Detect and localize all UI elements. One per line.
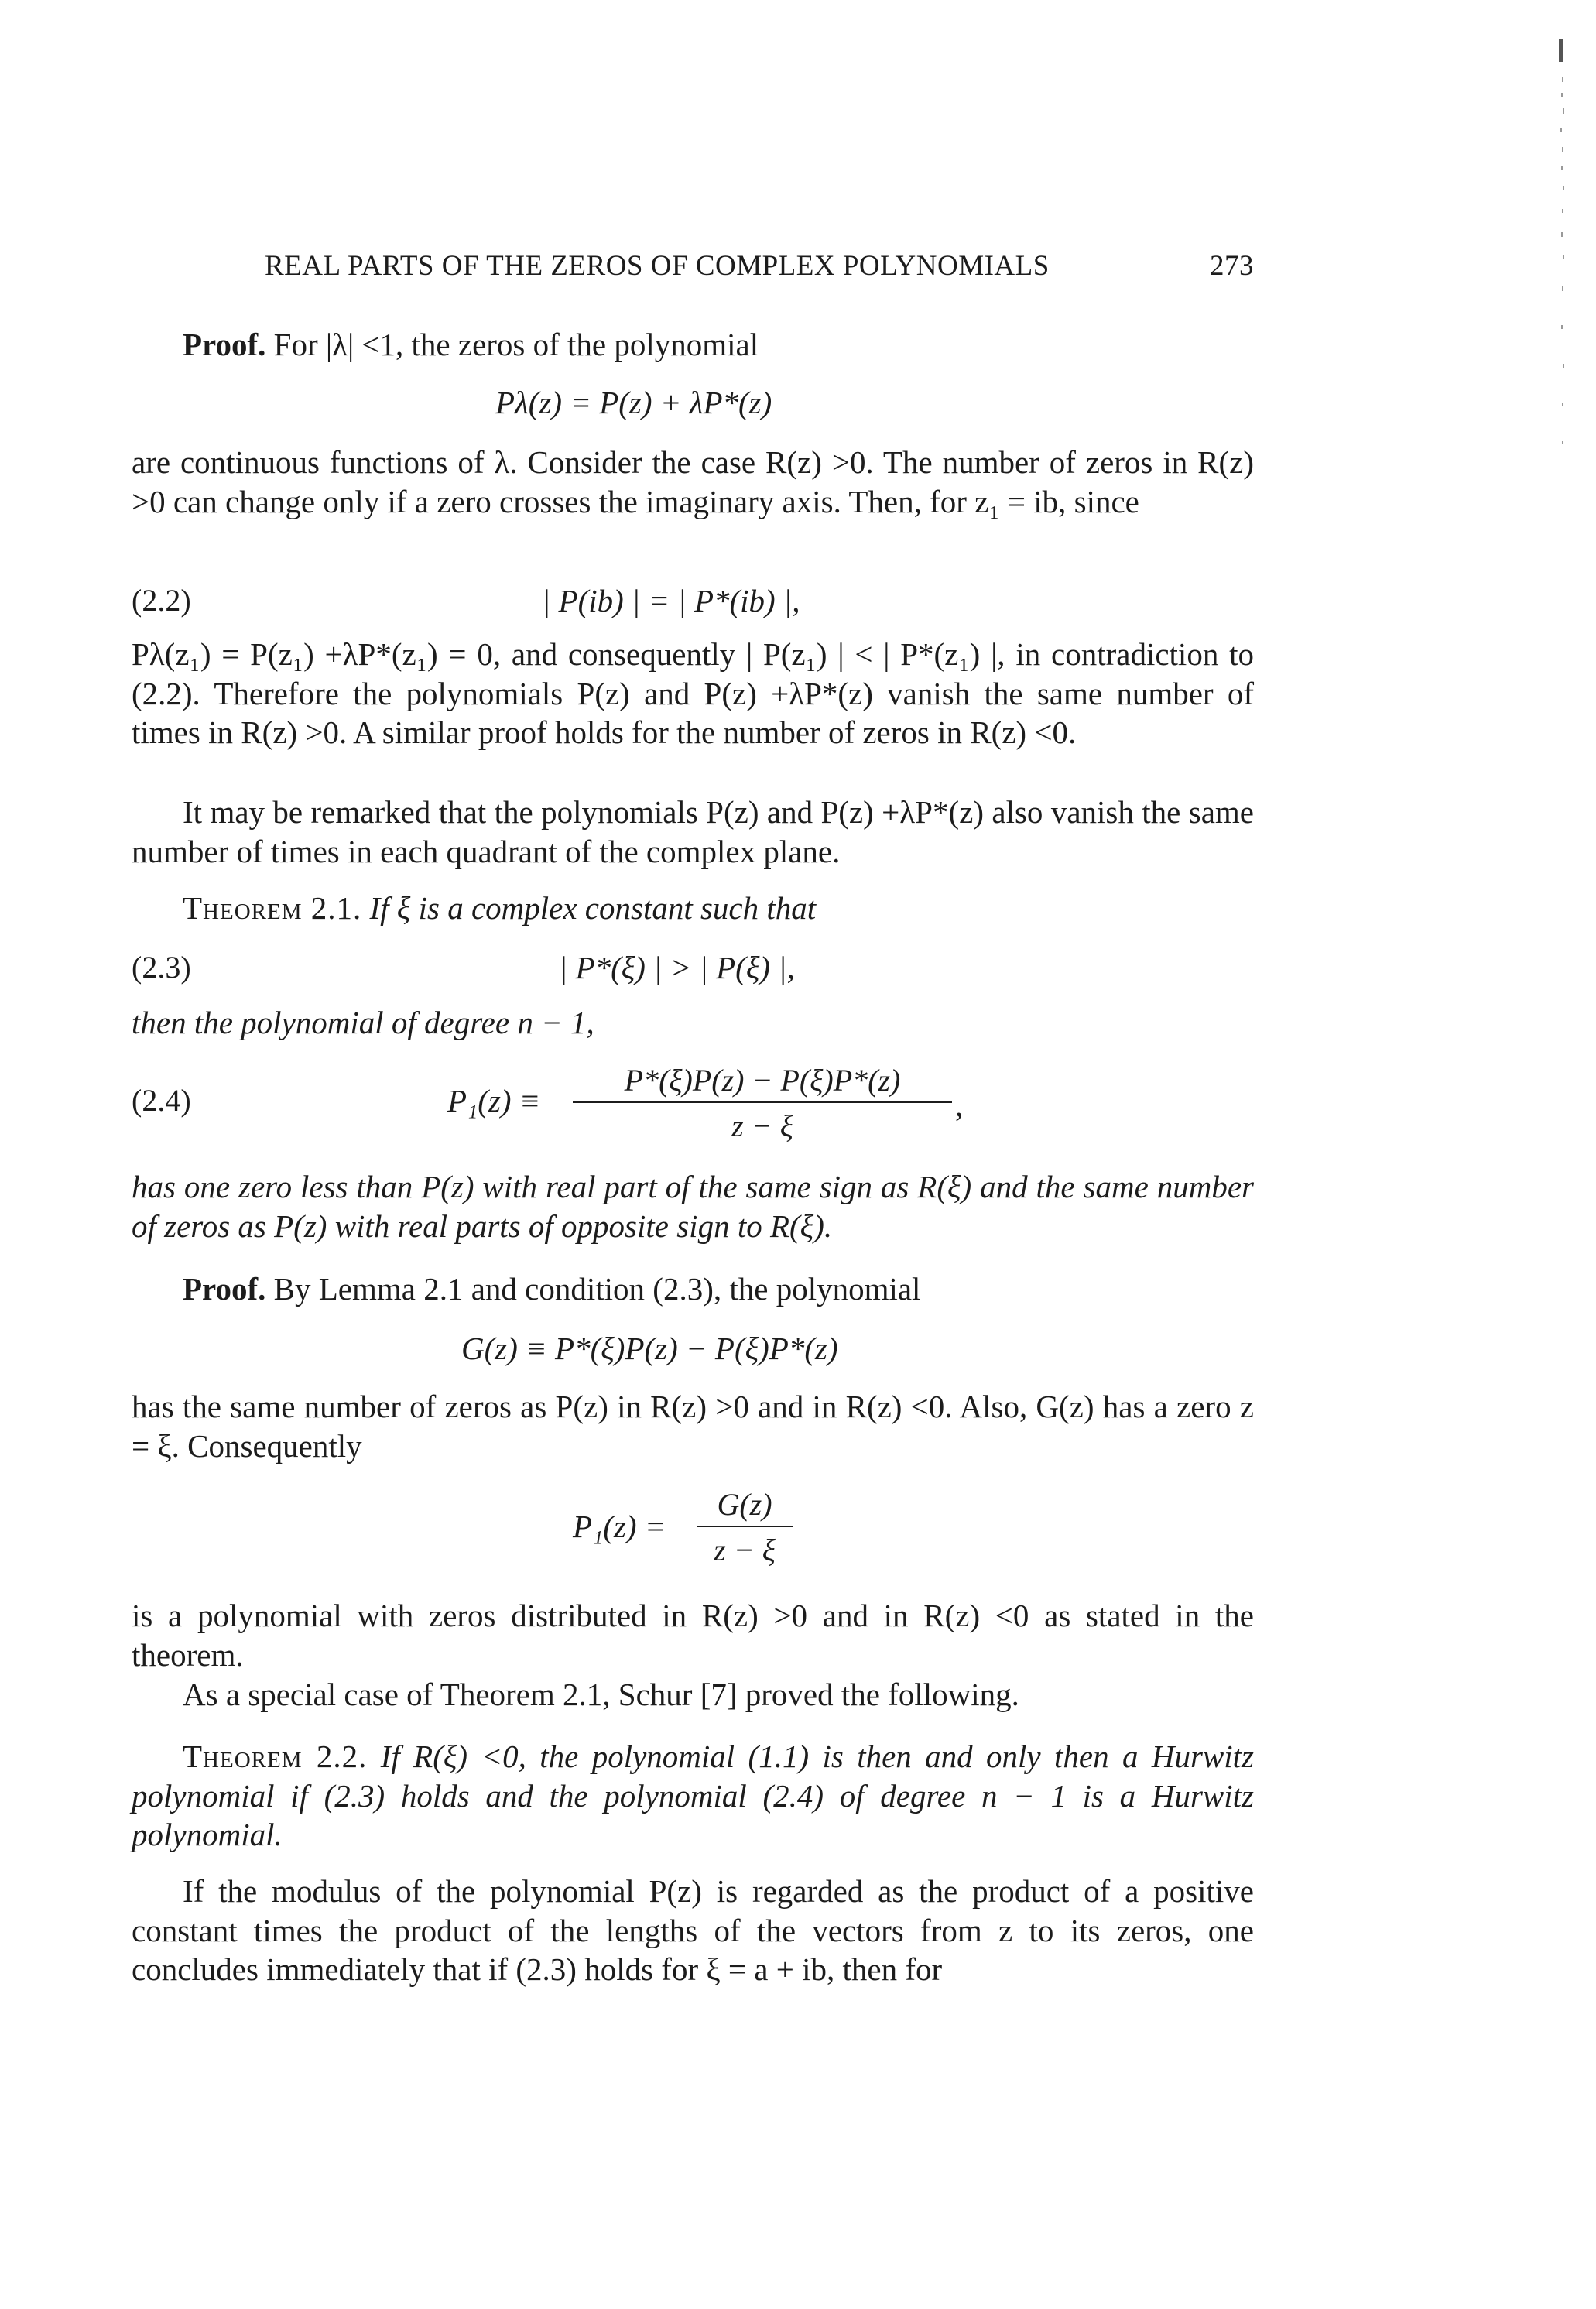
proof2-intro: [132, 1269, 1254, 1309]
equation-2-2-number: (2.2): [132, 583, 191, 618]
theorem-2-1-text: If ξ is a complex constant such that: [369, 890, 817, 926]
equation-2-4-fraction: [573, 1062, 952, 1144]
proof2-paragraph-3: As a special case of Theorem 2.1, Schur [7] proved the following.: [183, 1677, 1019, 1712]
equation-p1-numerator: G(z): [717, 1487, 772, 1522]
running-header: [265, 249, 1254, 283]
equation-p1-denominator: z − ξ: [714, 1533, 776, 1567]
proof2-intro-text: By Lemma 2.1 and condition (2.3), the polynomial: [273, 1271, 921, 1307]
equation-2-2: | P(ib) | = | P*(ib) |,: [542, 583, 800, 618]
theorem-2-1-line-2: then the polynomial of degree n − 1,: [132, 1005, 594, 1040]
equation-p1-lhs: P₁(z) =: [573, 1509, 666, 1544]
equation-g: G(z) ≡ P*(ξ)P(z) − P(ξ)P*(z): [461, 1331, 838, 1366]
fraction-bar: [697, 1526, 793, 1527]
equation-2-4-number: (2.4): [132, 1083, 191, 1118]
equation-2-3-number: (2.3): [132, 950, 191, 985]
proof1-intro: [132, 325, 1254, 365]
theorem-2-2-label: Theorem 2.2.: [183, 1739, 368, 1774]
proof1-paragraph-2: Pλ(z₁) = P(z₁) +λP*(z₁) = 0, and consequently | P(z₁) | < | P*(z₁) |, in contradiction to (2.2). Therefore the polynomials P(z) and P(z) +λP*(z) vanish the same number of times in R(z) >0. A similar proof holds for the number of zeros in R(z) <0.: [132, 636, 1254, 750]
equation-p-lambda: Pλ(z) = P(z) + λP*(z): [495, 385, 772, 420]
equation-2-4-lhs: P₁(z) ≡: [447, 1083, 541, 1119]
running-title: REAL PARTS OF THE ZEROS OF COMPLEX POLYNOMIALS: [265, 250, 1050, 282]
theorem-2-1-label: Theorem 2.1.: [183, 890, 362, 926]
proof1-paragraph-1: are continuous functions of λ. Consider the case R(z) >0. The number of zeros in R(z) >0 can change only if a zero crosses the imaginary axis. Then, for z₁ = ib, since: [132, 444, 1254, 519]
proof1-intro-text: For |λ| <1, the zeros of the polynomial: [273, 327, 759, 362]
proof2-label: Proof.: [183, 1271, 266, 1307]
final-paragraph: If the modulus of the polynomial P(z) is regarded as the product of a positive constant times the product of the lengths of the vectors from z to its zeros, one concludes immediately that if (2.3) holds for ξ = a + ib, then for: [132, 1873, 1254, 1987]
proof2-paragraph-1: has the same number of zeros as P(z) in R(z) >0 and in R(z) <0. Also, G(z) has a zero z = ξ. Consequently: [132, 1389, 1254, 1464]
scan-edge-artifact: [1556, 31, 1570, 457]
theorem-2-1-statement: [132, 889, 1254, 928]
equation-2-4-comma: ,: [955, 1088, 964, 1123]
equation-2-4-denominator: z − ξ: [731, 1108, 793, 1143]
equation-2-3: | P*(ξ) | > | P(ξ) |,: [559, 950, 795, 985]
fraction-bar: [573, 1101, 952, 1103]
proof2-paragraph-2: is a polynomial with zeros distributed in R(z) >0 and in R(z) <0 as stated in the theorem.: [132, 1598, 1254, 1673]
theorem-2-2: [132, 1737, 1254, 1855]
equation-2-4-numerator: P*(ξ)P(z) − P(ξ)P*(z): [624, 1063, 901, 1098]
theorem-2-1-conclusion: has one zero less than P(z) with real part of the same sign as R(ξ) and the same number of zeros as P(z) with real parts of opposite sign to R(ξ).: [132, 1169, 1254, 1244]
equation-p1-fraction: [697, 1486, 793, 1568]
proof1-paragraph-3: It may be remarked that the polynomials P(z) and P(z) +λP*(z) also vanish the same number of times in each quadrant of the complex plane.: [132, 794, 1254, 869]
proof1-label: Proof.: [183, 327, 266, 362]
page-number: 273: [1210, 250, 1254, 282]
theorem-2-2-text: If R(ξ) <0, the polynomial (1.1) is then and only then a Hurwitz polynomial if (2.3) holds and the polynomial (2.4) of degree n − 1 is a Hurwitz polynomial.: [132, 1739, 1254, 1852]
